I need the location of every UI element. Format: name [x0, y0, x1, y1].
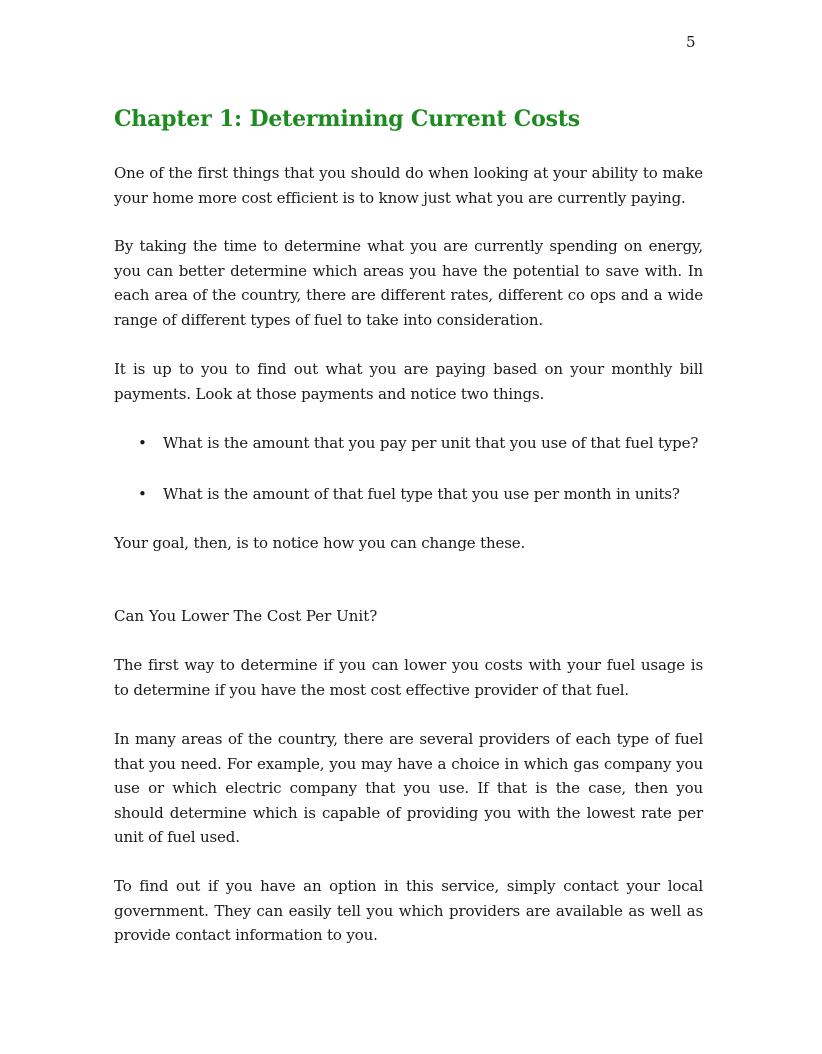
page-number: 5: [686, 33, 696, 51]
paragraph-energy-spending: By taking the time to determine what you are currently spending on energy, you can better determine which areas you have the potential to save with. In each area of the country, there are different rates, different co ops and a wide range of different types of fuel to take into consideration.: [114, 237, 703, 329]
paragraph-bill-payments: It is up to you to find out what you are paying based on your monthly bill payments. Look at those payments and notice two things.: [114, 360, 703, 403]
bullet-icon: •: [138, 485, 147, 503]
paragraph-contact-government: To find out if you have an option in this service, simply contact your local government. They can easily tell you which providers are available as well as provide contact information to you.: [114, 877, 703, 944]
bullet-text: What is the amount that you pay per unit that you use of that fuel type?: [163, 434, 699, 452]
chapter-title: Chapter 1: Determining Current Costs: [114, 106, 580, 132]
paragraph-goal: Your goal, then, is to notice how you can change these.: [114, 534, 526, 552]
paragraph-multiple-providers: In many areas of the country, there are several providers of each type of fuel that you need. For example, you may have a choice in which gas company you use or which electric company that you use. If that is the case, then you should determine which is capable of providing you with the lowest rate per unit of fuel used.: [114, 730, 703, 846]
bullet-text: What is the amount of that fuel type that you use per month in units?: [163, 485, 680, 503]
section-subheading: Can You Lower The Cost Per Unit?: [114, 607, 378, 625]
paragraph-intro: One of the first things that you should do when looking at your ability to make your home more cost efficient is to know just what you are currently paying.: [114, 164, 703, 207]
paragraph-provider: The first way to determine if you can lower you costs with your fuel usage is to determine if you have the most cost effective provider of that fuel.: [114, 656, 703, 699]
bullet-icon: •: [138, 434, 147, 452]
